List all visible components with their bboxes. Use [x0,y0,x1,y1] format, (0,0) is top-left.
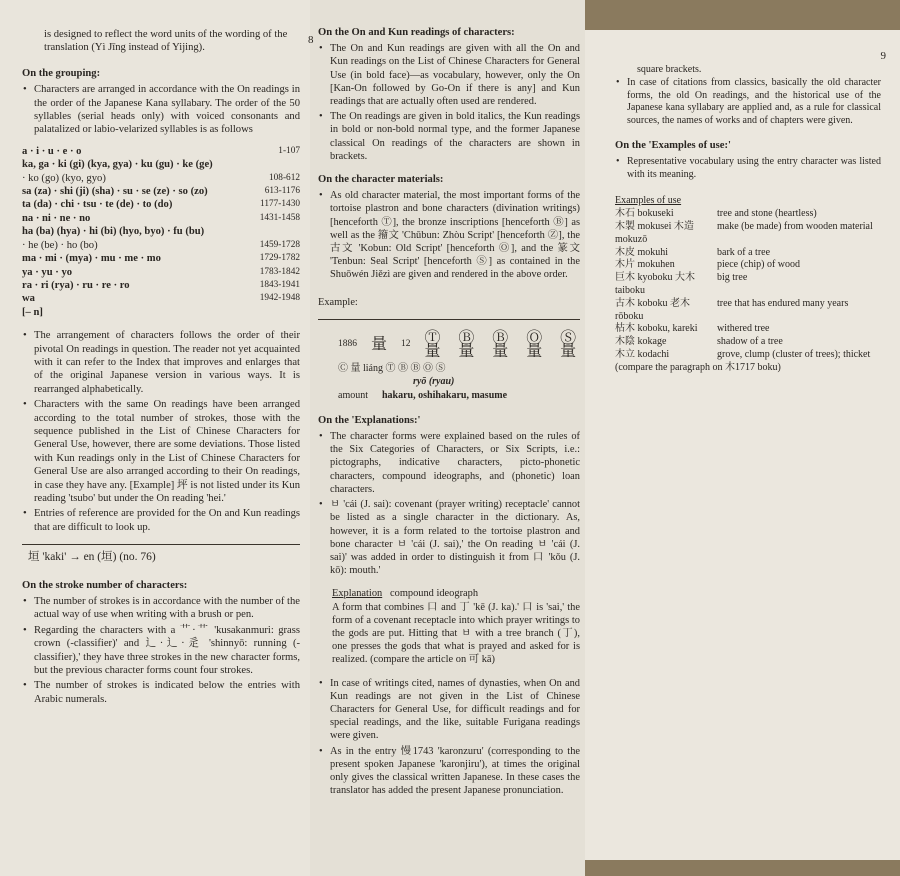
syllable-range: 613-1176 [264,186,300,197]
syllable-row [22,239,300,252]
intro-text: is designed to reflect the word units of the wording of the translation (Yì Jīng instead of Yijing). [44,29,288,54]
example-char: 量 [371,336,388,354]
syllable-row [22,198,300,211]
example-meaning: make (be made) from wooden material [717,220,873,232]
onkun-bullet-2: • The On readings are given in bold italics, the Kun readings in bold or non-bold normal type, and the former Japanese classical On readings of the characters are shown in brackets. [318,110,580,163]
explanation-bullet-2: • ㅂ 'cái (J. sai): covenant (prayer writing) receptacle' cannot be listed as a single character in the dictionary. As, however, it is a form related to the tortoise plastron and bone character ㅂ 'cái (J. sai),' the On reading ㅂ 'cái (J. sai)' was added in order to distinguish it from 口 'kǒu (J. kō): mouth.' [318,498,580,577]
example-word: 木立 kodachi [615,348,670,360]
glyph-s: Ⓢ 量 [560,329,577,361]
arrangement-bullet-3: • Entries of reference are provided for the On and Kun readings that are difficult to look up. [22,507,300,534]
compare-note: (compare the paragraph on 木1717 boku) [615,361,781,373]
materials-bullet: • As old character material, the most important forms of the tortoise plastron and bone characters (divination writings) [henceforth Ⓣ], the bronze inscriptions [henceforth Ⓑ] as well as the 籀文 'Chūbun: Zhòu Script' [henceforth Ⓩ], the 古文 'Kobun: Old Script' [henceforth Ⓞ], and the 篆文 'Tenbun: Seal Script' [henceforth Ⓢ] as contained in the Shuōwén Jiězì are given and rendered in the above order. [318,189,580,281]
arrangement-bullet-1: • The arrangement of characters follows the order of their pivotal On readings in question. The reader not yet acquainted with it can refer to the Index that improves and enlarges that of the original Japanese version in various ways. It is rearranged alphabetically. [22,329,300,396]
example-word: 木石 bokuseki [615,208,674,220]
last-bullet-2: • As in the entry 慢1743 'karonzuru' (corresponding to the present spoken Japanese 'karonjiru'), at times the original only gives the classical written Japanese. In these cases the translator has added the present Japanese pronunciation. [318,745,580,798]
syllable-series: · ko (go) (kyo, gyo) [22,172,106,184]
glyph-o: Ⓞ 量 [526,329,543,361]
right-page-content [615,64,881,375]
stroke-bullet-1: • The number of strokes is in accordance with the number of the actual way of use when writing with a brush or pen. [22,595,300,622]
example-row [615,259,881,272]
grouping-heading: On the grouping: [22,67,101,79]
left-page [0,0,310,876]
syllable-row [22,266,300,279]
page-number-right: 9 [880,50,886,62]
syllable-range: 1783-1842 [259,266,300,277]
example-meaning: tree that has endured many years [717,297,849,309]
citation-bullet: • In case of citations from classics, basically the old character forms, the old On readings, and the historical use of the Japanese kana syllabary are applied and, as a rule for classical sources, the names of works and of chapters were given. [615,77,881,128]
example-meaning: withered tree [717,323,770,335]
syllable-series: sa (za) · shi (ji) (sha) · su · se (ze) · so (zo) [22,186,208,198]
stroke-bullet-2: • Regarding the characters with a 艹·艹 'kusakanmuri: grass crown (-classifier)' and 辶·辶·辵 'shinnyō: running (-classifier),' they have three strokes in the new character forms, but the previous character forms count four strokes. [22,624,300,678]
examples-subheading: Examples of use [615,195,682,207]
syllable-row [22,252,300,265]
syllable-table [22,145,300,319]
example-row [615,323,881,336]
example-word: 枯木 koboku, kareki [615,323,698,335]
middle-page-content [308,26,580,799]
example-word: 木製 mokusei 木造 mokuzō [615,220,694,245]
syllable-series: ma · mi · (mya) · mu · me · mo [22,253,161,265]
syllable-range: 1177-1430 [260,199,300,210]
syllable-range: 1843-1941 [259,279,300,290]
arrangement-bullet-2: • Characters with the same On readings have been arranged according to the total number of strokes, those with the sequence published in the List of Chinese Characters for General Use, however, there are some deviations. Those listed with Kun readings only in the List of Chinese Characters for General Use are also arranged according to their On readings, in case they have any. [Example] 坪 is not listed under its Kun reading 'tsubo' but under the On reading 'hei.' [22,398,300,505]
syllable-series: ha (ba) (hya) · hi (bi) (hyo, byo) · fu (bu) [22,226,205,238]
example-strokes: 12 [401,339,411,350]
page-number: 8 [308,34,314,46]
syllable-series: [– n] [22,306,43,318]
example-row [615,247,881,260]
grouping-bullet: • Characters are arranged in accordance with the On readings in the order of the Japanese Kana syllabary. The order of the 50 syllables (serial heads only) with voiced consonants and palatalized or labio-velarized syllables is as follows [22,83,300,137]
example-meaning: tree and stone (heartless) [717,208,817,220]
example-labels [338,389,580,402]
syllable-range: 1729-1782 [259,253,300,264]
example-row [615,272,881,298]
syllable-series: ra · ri (rya) · ru · re · ro [22,279,130,291]
explanation-sample [332,587,580,666]
example-line2: Ⓒ 量 liáng Ⓣ Ⓑ Ⓑ Ⓞ Ⓢ [338,363,446,375]
stroke-heading: On the stroke number of characters: [22,579,188,591]
explanations-list [318,430,580,577]
example-word: 古木 koboku 老木 rōboku [615,297,690,322]
syllable-range: 1-107 [278,145,300,156]
examples-table [615,208,881,362]
example-meaning: big tree [717,272,748,284]
syllable-row [22,185,300,198]
explanation-type: compound ideograph [390,588,479,600]
examples-bullet: • Representative vocabulary using the entry character was listed with its meaning. [615,156,881,182]
example-row [615,208,881,221]
glyph-t: Ⓣ 量 [424,329,441,361]
divider [22,544,300,545]
example-meaning: piece (chip) of wood [717,259,801,271]
glyph-b2: Ⓑ 量 [492,329,509,361]
right-page [585,30,900,860]
continuation: square brackets. [637,64,702,75]
middle-page [310,0,585,876]
explanations-heading: On the 'Explanations:' [318,414,421,426]
syllable-row [22,279,300,292]
onkun-heading: On the On and Kun readings of characters: [318,27,515,38]
syllable-range: 1431-1458 [259,212,300,223]
example-number: 1886 [338,339,357,350]
explanation-label: Explanation [332,588,383,600]
syllable-row [22,225,300,238]
arrangement-list [22,329,300,534]
last-list [318,677,580,798]
stroke-list [22,595,300,706]
syllable-series: · he (be) · ho (bo) [22,239,98,251]
syllable-row [22,292,300,305]
syllable-row [22,172,300,185]
syllable-row [22,212,300,225]
example-word: 巨木 kyoboku 大木 taiboku [615,272,695,296]
example-word: 木皮 mokuhi [615,246,669,258]
syllable-series: ka, ga · ki (gi) (kya, gya) · ku (gu) · ke (ge) [22,159,213,171]
syllable-range: 1459-1728 [259,239,300,250]
syllable-series: ya · yu · yo [22,266,73,278]
glyph-b1: Ⓑ 量 [458,329,475,361]
example-meaning: grove, clump (cluster of trees); thicket [717,348,871,360]
explanation-bullet-1: • The character forms were explained based on the rules of the Six Categories of Characters, or Six Scripts, i.e.: pictographs, indicative characters, picto-phonetic characters, compound ideographs, and (phonetic) loan characters. [318,430,580,496]
example-word: 木片 mokuhen [615,259,675,271]
syllable-series: na · ni · ne · no [22,212,91,224]
syllable-range: 108-612 [269,172,300,183]
example-meaning: shadow of a tree [717,336,783,348]
reference-entry: 垣 'kaki' → en (垣) (no. 76) [28,551,156,564]
syllable-range: 1942-1948 [259,293,300,304]
examples-heading: On the 'Examples of use:' [615,139,731,151]
materials-heading: On the character materials: [318,174,444,186]
example-row [615,298,881,324]
syllable-row [22,145,300,158]
citation-list [615,77,881,128]
example-block [318,319,580,402]
example-row [615,221,881,247]
syllable-row [22,306,300,319]
example-word: 木陰 kokage [615,336,667,348]
example-reading: ryō (ryau) [413,376,455,388]
example-meaning: bark of a tree [717,246,771,258]
materials-list [318,189,580,281]
onkun-bullet-1: • The On and Kun readings are given with all the On and Kun readings on the List of Chinese Characters for General Use (in bold face)—as vocabulary, however, only the On [Kan-On followed by Go-On if there is any] and Kun readings that are actually often used are rendered. [318,42,580,108]
example-meaning: amount [338,389,368,401]
examples-list [615,156,881,182]
syllable-series: a · i · u · e · o [22,145,82,157]
example-glyphs [338,329,580,361]
last-bullet-1: • In case of writings cited, names of dynasties, when On and Kun readings are not given in the List of Chinese Characters for General Use, for difficult readings and for special readings, and the like, suitable Furigana readings were given. [318,677,580,743]
explanation-text: A form that combines 口 and 丁 'kē (J. ka).' 口 is 'sai,' the form of a covenant receptacle into which prayer writings to the gods are put. Hitting that ㅂ with a tree branch (丁), one presses the gods that what is prayed and asked for is realized. (compare the article on 可 kā) [332,601,580,666]
stroke-bullet-3: • The number of strokes is indicated below the entries with Arabic numerals. [22,679,300,706]
example-label: Example: [318,296,358,308]
left-page-content [22,28,300,708]
example-kun: hakaru, oshihakaru, masume [382,389,508,401]
example-row [615,349,881,362]
example-row [615,336,881,349]
onkun-list [318,42,580,163]
syllable-row [22,158,300,171]
grouping-list [22,83,300,137]
syllable-series: wa [22,293,35,305]
syllable-series: ta (da) · chi · tsu · te (de) · to (do) [22,199,173,211]
